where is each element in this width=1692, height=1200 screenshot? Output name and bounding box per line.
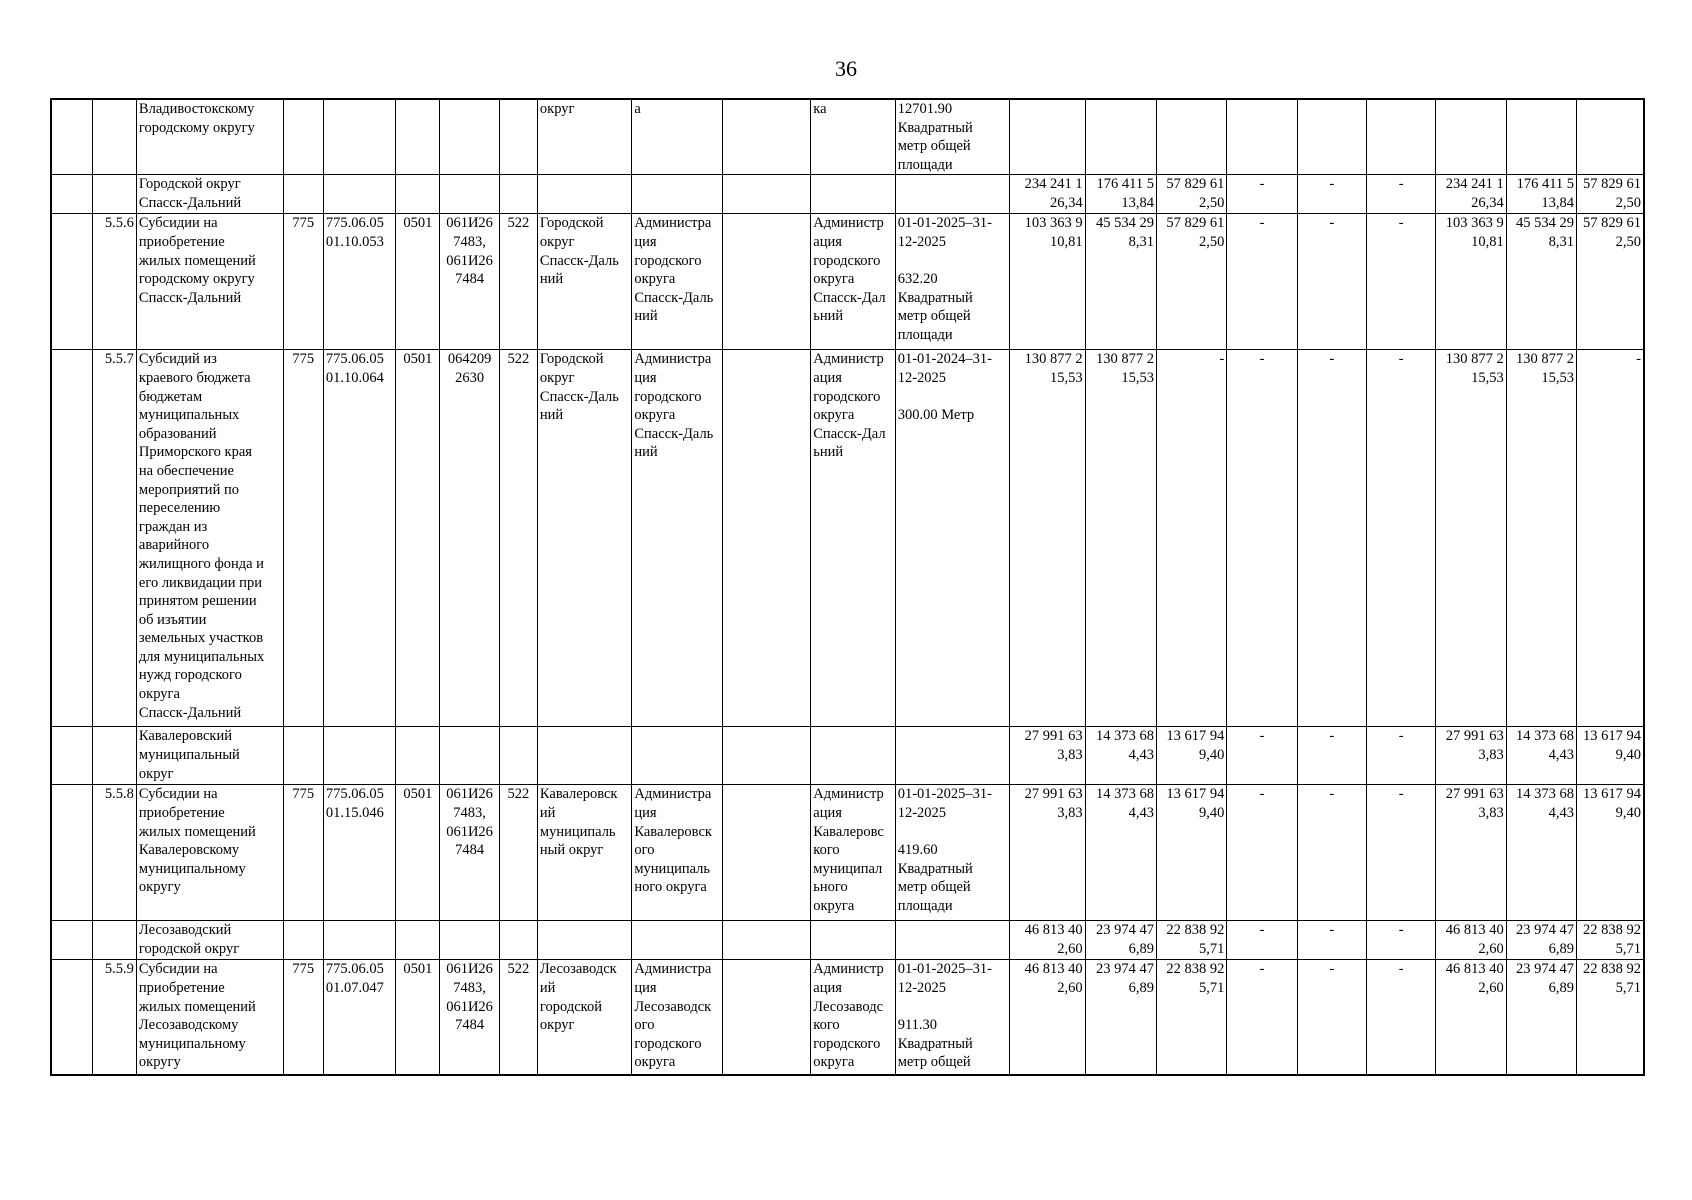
cell-amount-extra-1: - <box>1297 960 1366 1075</box>
cell-section-code <box>396 921 440 960</box>
cell-amount-federal: 176 411 5 13,84 <box>1085 175 1156 214</box>
cell-customer <box>811 727 895 785</box>
cell-amount-federal: 23 974 47 6,89 <box>1085 921 1156 960</box>
cell-gr-code <box>283 921 323 960</box>
cell-expense-type-code: 522 <box>499 214 537 350</box>
cell-amount-extra-1: - <box>1297 350 1366 727</box>
cell-section-code <box>396 175 440 214</box>
cell-target-article-code: 061И26 7483, 061И26 7484 <box>440 960 499 1075</box>
cell-period-result <box>895 727 1010 785</box>
cell-target-article-code: 061И26 7483, 061И26 7484 <box>440 214 499 350</box>
cell-customer: Администр ация городского округа Спасск-Дал ьний <box>811 350 895 727</box>
cell-responsible-executor: Администра ция Кавалеровск ого муниципаль ного округа <box>632 785 722 921</box>
cell-section-code: 0501 <box>396 785 440 921</box>
cell-gr-code: 775 <box>283 214 323 350</box>
cell-period-result: 01-01-2025–31- 12-2025 632.20 Квадратный метр общей площади <box>895 214 1010 350</box>
cell-blank-col <box>51 99 92 175</box>
cell-sum-federal: 14 373 68 4,43 <box>1506 785 1576 921</box>
cell-blank-col-2 <box>722 350 810 727</box>
cell-amount-regional: 13 617 94 9,40 <box>1156 727 1226 785</box>
table-row-item <box>51 960 1644 1075</box>
cell-recipient: Городской округ Спасск-Даль ний <box>537 350 631 727</box>
cell-blank-col-2 <box>722 921 810 960</box>
cell-amount-extra-2 <box>1367 99 1436 175</box>
cell-period-result: 12701.90 Квадратный метр общей площади <box>895 99 1010 175</box>
cell-item-name: Городской округ Спасск-Дальний <box>136 175 283 214</box>
cell-sum-federal: 14 373 68 4,43 <box>1506 727 1576 785</box>
cell-amount-regional: 13 617 94 9,40 <box>1156 785 1226 921</box>
cell-item-name: Кавалеровский муниципальный округ <box>136 727 283 785</box>
cell-period-result <box>895 175 1010 214</box>
cell-expense-type-code: 522 <box>499 350 537 727</box>
cell-amount-regional <box>1156 99 1226 175</box>
cell-item-name: Субсидии на приобретение жилых помещений Кавалеровскому муниципальному округу <box>136 785 283 921</box>
cell-gr-code: 775 <box>283 960 323 1075</box>
cell-item-number <box>92 727 136 785</box>
cell-purpose-code <box>323 921 395 960</box>
program-table <box>50 98 1645 1076</box>
cell-item-number <box>92 921 136 960</box>
cell-amount-local: - <box>1227 785 1297 921</box>
cell-responsible-executor: а <box>632 99 722 175</box>
cell-expense-type-code: 522 <box>499 785 537 921</box>
cell-amount-regional: 57 829 61 2,50 <box>1156 175 1226 214</box>
cell-item-number: 5.5.7 <box>92 350 136 727</box>
cell-sum-total: 27 991 63 3,83 <box>1436 785 1506 921</box>
cell-expense-type-code: 522 <box>499 960 537 1075</box>
cell-sum-total: 130 877 2 15,53 <box>1436 350 1506 727</box>
cell-purpose-code: 775.06.05 01.10.053 <box>323 214 395 350</box>
cell-expense-type-code <box>499 727 537 785</box>
cell-target-article-code <box>440 921 499 960</box>
cell-item-number <box>92 99 136 175</box>
cell-sum-federal: 23 974 47 6,89 <box>1506 960 1576 1075</box>
cell-amount-extra-2: - <box>1367 175 1436 214</box>
cell-expense-type-code <box>499 99 537 175</box>
cell-customer: Администр ация Лесозаводс кого городского округа <box>811 960 895 1075</box>
cell-sum-total: 234 241 1 26,34 <box>1436 175 1506 214</box>
cell-amount-total: 130 877 2 15,53 <box>1010 350 1085 727</box>
cell-amount-extra-1: - <box>1297 921 1366 960</box>
cell-responsible-executor <box>632 175 722 214</box>
cell-recipient: Городской округ Спасск-Даль ний <box>537 214 631 350</box>
cell-item-name: Субсидии на приобретение жилых помещений Лесозаводскому муниципальному округу <box>136 960 283 1075</box>
cell-customer: Администр ация Кавалеровс кого муниципал ьного округа <box>811 785 895 921</box>
cell-gr-code: 775 <box>283 785 323 921</box>
cell-blank-col <box>51 785 92 921</box>
cell-sum-regional: - <box>1577 350 1644 727</box>
cell-target-article-code <box>440 99 499 175</box>
cell-sum-regional: 57 829 61 2,50 <box>1577 214 1644 350</box>
table-body <box>51 99 1644 1075</box>
cell-customer: Администр ация городского округа Спасск-Дал ьний <box>811 214 895 350</box>
cell-period-result: 01-01-2025–31- 12-2025 911.30 Квадратный метр общей <box>895 960 1010 1075</box>
cell-blank-col <box>51 214 92 350</box>
cell-sum-regional <box>1577 99 1644 175</box>
cell-blank-col <box>51 921 92 960</box>
cell-sum-total: 27 991 63 3,83 <box>1436 727 1506 785</box>
cell-section-code: 0501 <box>396 960 440 1075</box>
cell-sum-regional: 13 617 94 9,40 <box>1577 785 1644 921</box>
cell-sum-federal: 45 534 29 8,31 <box>1506 214 1576 350</box>
table-row-continuation <box>51 99 1644 175</box>
cell-amount-total: 27 991 63 3,83 <box>1010 727 1085 785</box>
cell-expense-type-code <box>499 921 537 960</box>
cell-amount-extra-2: - <box>1367 785 1436 921</box>
cell-recipient <box>537 175 631 214</box>
cell-customer <box>811 921 895 960</box>
cell-amount-local: - <box>1227 214 1297 350</box>
cell-recipient <box>537 727 631 785</box>
cell-amount-local: - <box>1227 350 1297 727</box>
cell-responsible-executor: Администра ция городского округа Спасск-Даль ний <box>632 350 722 727</box>
cell-section-code: 0501 <box>396 214 440 350</box>
cell-recipient: Лесозаводск ий городской округ <box>537 960 631 1075</box>
cell-purpose-code <box>323 727 395 785</box>
cell-customer <box>811 175 895 214</box>
cell-blank-col <box>51 960 92 1075</box>
cell-amount-extra-2: - <box>1367 727 1436 785</box>
cell-item-name: Владивостокскому городскому округу <box>136 99 283 175</box>
cell-blank-col <box>51 350 92 727</box>
cell-sum-federal: 130 877 2 15,53 <box>1506 350 1576 727</box>
cell-sum-total <box>1436 99 1506 175</box>
cell-amount-extra-2: - <box>1367 214 1436 350</box>
cell-amount-regional: - <box>1156 350 1226 727</box>
cell-recipient: округ <box>537 99 631 175</box>
cell-sum-total: 103 363 9 10,81 <box>1436 214 1506 350</box>
cell-purpose-code <box>323 99 395 175</box>
cell-amount-total: 46 813 40 2,60 <box>1010 960 1085 1075</box>
cell-amount-extra-2: - <box>1367 350 1436 727</box>
cell-period-result: 01-01-2024–31- 12-2025 300.00 Метр <box>895 350 1010 727</box>
cell-blank-col-2 <box>722 960 810 1075</box>
cell-amount-local: - <box>1227 175 1297 214</box>
cell-amount-regional: 22 838 92 5,71 <box>1156 921 1226 960</box>
cell-amount-local: - <box>1227 960 1297 1075</box>
cell-sum-federal: 176 411 5 13,84 <box>1506 175 1576 214</box>
cell-item-number <box>92 175 136 214</box>
cell-amount-federal: 130 877 2 15,53 <box>1085 350 1156 727</box>
cell-item-number: 5.5.6 <box>92 214 136 350</box>
cell-blank-col-2 <box>722 727 810 785</box>
cell-target-article-code <box>440 175 499 214</box>
cell-blank-col <box>51 175 92 214</box>
cell-amount-federal: 14 373 68 4,43 <box>1085 727 1156 785</box>
cell-recipient: Кавалеровск ий муниципаль ный округ <box>537 785 631 921</box>
cell-amount-total: 27 991 63 3,83 <box>1010 785 1085 921</box>
cell-blank-col-2 <box>722 175 810 214</box>
cell-period-result <box>895 921 1010 960</box>
cell-amount-total: 234 241 1 26,34 <box>1010 175 1085 214</box>
table-row-item <box>51 785 1644 921</box>
cell-amount-extra-1: - <box>1297 214 1366 350</box>
cell-amount-local: - <box>1227 727 1297 785</box>
cell-blank-col-2 <box>722 99 810 175</box>
cell-responsible-executor: Администра ция Лесозаводск ого городского округа <box>632 960 722 1075</box>
cell-blank-col-2 <box>722 214 810 350</box>
cell-amount-total: 46 813 40 2,60 <box>1010 921 1085 960</box>
cell-sum-regional: 13 617 94 9,40 <box>1577 727 1644 785</box>
table-row-group <box>51 921 1644 960</box>
cell-amount-extra-1 <box>1297 99 1366 175</box>
cell-sum-federal: 23 974 47 6,89 <box>1506 921 1576 960</box>
cell-amount-local <box>1227 99 1297 175</box>
cell-item-name: Субсидии на приобретение жилых помещений городскому округу Спасск-Дальний <box>136 214 283 350</box>
cell-gr-code <box>283 99 323 175</box>
cell-blank-col <box>51 727 92 785</box>
cell-item-name: Субсидий из краевого бюджета бюджетам муниципальных образований Приморского края на обеспечение мероприятий по переселению граждан из аварийного жилищного фонда и его ликвидации при принятом решении об изъятии земельных участков для муниципальных нужд городского округа Спасск-Дальний <box>136 350 283 727</box>
cell-expense-type-code <box>499 175 537 214</box>
cell-amount-total <box>1010 99 1085 175</box>
cell-recipient <box>537 921 631 960</box>
cell-blank-col-2 <box>722 785 810 921</box>
table-row-group <box>51 727 1644 785</box>
cell-amount-extra-2: - <box>1367 921 1436 960</box>
cell-section-code <box>396 99 440 175</box>
cell-item-number: 5.5.8 <box>92 785 136 921</box>
cell-amount-federal <box>1085 99 1156 175</box>
cell-purpose-code: 775.06.05 01.10.064 <box>323 350 395 727</box>
cell-section-code <box>396 727 440 785</box>
cell-amount-federal: 45 534 29 8,31 <box>1085 214 1156 350</box>
cell-amount-local: - <box>1227 921 1297 960</box>
cell-amount-extra-1: - <box>1297 785 1366 921</box>
cell-gr-code <box>283 727 323 785</box>
cell-period-result: 01-01-2025–31- 12-2025 419.60 Квадратный метр общей площади <box>895 785 1010 921</box>
cell-sum-federal <box>1506 99 1576 175</box>
table-row-item <box>51 214 1644 350</box>
cell-target-article-code <box>440 727 499 785</box>
cell-customer: ка <box>811 99 895 175</box>
cell-sum-regional: 22 838 92 5,71 <box>1577 921 1644 960</box>
cell-sum-total: 46 813 40 2,60 <box>1436 960 1506 1075</box>
cell-responsible-executor <box>632 727 722 785</box>
cell-amount-extra-1: - <box>1297 175 1366 214</box>
table-row-item <box>51 350 1644 727</box>
cell-item-number: 5.5.9 <box>92 960 136 1075</box>
cell-purpose-code: 775.06.05 01.07.047 <box>323 960 395 1075</box>
cell-amount-extra-2: - <box>1367 960 1436 1075</box>
cell-amount-total: 103 363 9 10,81 <box>1010 214 1085 350</box>
cell-sum-regional: 57 829 61 2,50 <box>1577 175 1644 214</box>
cell-section-code: 0501 <box>396 350 440 727</box>
cell-amount-regional: 22 838 92 5,71 <box>1156 960 1226 1075</box>
table-row-group <box>51 175 1644 214</box>
cell-responsible-executor <box>632 921 722 960</box>
cell-gr-code <box>283 175 323 214</box>
cell-amount-federal: 23 974 47 6,89 <box>1085 960 1156 1075</box>
cell-target-article-code: 064209 2630 <box>440 350 499 727</box>
cell-target-article-code: 061И26 7483, 061И26 7484 <box>440 785 499 921</box>
cell-item-name: Лесозаводский городской округ <box>136 921 283 960</box>
page-number: 36 <box>835 56 857 81</box>
cell-amount-extra-1: - <box>1297 727 1366 785</box>
cell-amount-federal: 14 373 68 4,43 <box>1085 785 1156 921</box>
cell-sum-regional: 22 838 92 5,71 <box>1577 960 1644 1075</box>
cell-purpose-code <box>323 175 395 214</box>
cell-amount-regional: 57 829 61 2,50 <box>1156 214 1226 350</box>
cell-sum-total: 46 813 40 2,60 <box>1436 921 1506 960</box>
cell-gr-code: 775 <box>283 350 323 727</box>
cell-purpose-code: 775.06.05 01.15.046 <box>323 785 395 921</box>
cell-responsible-executor: Администра ция городского округа Спасск-Даль ний <box>632 214 722 350</box>
